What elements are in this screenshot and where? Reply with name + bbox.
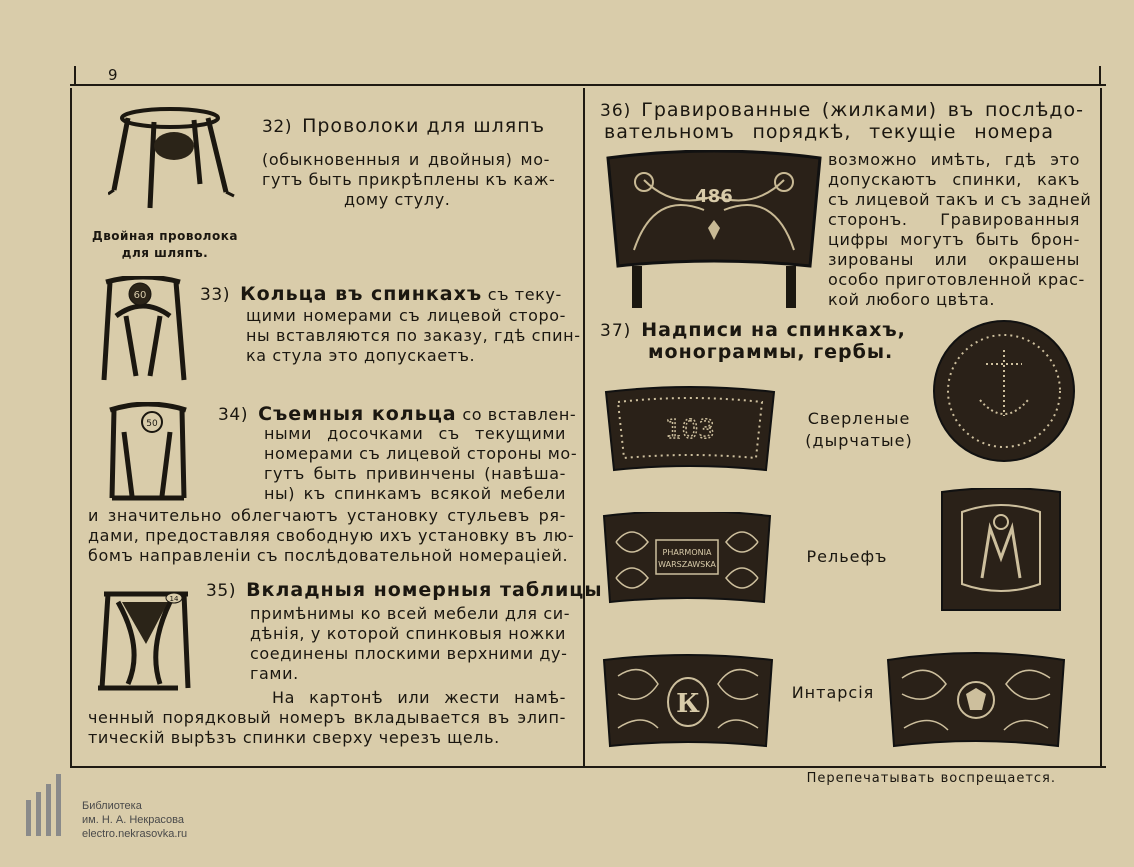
body-line: соединены плоскими верхними ду- bbox=[250, 644, 568, 663]
body-line: номерами съ лицевой стороны мо- bbox=[264, 444, 578, 463]
item-title: Съемныя кольца bbox=[258, 403, 457, 425]
body-line: гами. bbox=[250, 664, 299, 683]
item-number: 35) bbox=[206, 581, 237, 601]
body-line: возможно имѣть, гдѣ это bbox=[828, 150, 1080, 169]
body-line: примѣнимы ко всей мебели для си- bbox=[250, 604, 571, 623]
body-line: сторонъ. Гравированныя bbox=[828, 210, 1080, 229]
relief-monogram-illustration bbox=[938, 488, 1064, 614]
left-rule bbox=[70, 88, 72, 768]
body-line: гутъ быть привинчены (навѣша- bbox=[264, 464, 566, 483]
item-number: 37) bbox=[600, 321, 632, 341]
library-link[interactable]: electro.nekrasovka.ru bbox=[82, 828, 188, 840]
body-line: бомъ направленіи съ послѣдовательной номераціей. bbox=[88, 546, 569, 565]
item-title: Вкладныя номерныя таблицы bbox=[246, 579, 603, 601]
body-line: дому стулу. bbox=[344, 190, 451, 209]
item-number: 32) bbox=[262, 117, 293, 137]
item37-title-line: монограммы, гербы. bbox=[648, 341, 894, 363]
body-line: особо приготовленной крас- bbox=[828, 270, 1085, 289]
body-line: дѣнія, у которой спинковыя ножки bbox=[250, 624, 566, 643]
body-line: ными досочками съ текущими bbox=[264, 424, 566, 443]
engraved-number-text: 486 bbox=[695, 186, 733, 207]
relief-plate-illustration bbox=[602, 512, 772, 606]
body-line: зированы или окрашены bbox=[828, 250, 1080, 269]
inlay-crest-plate-illustration bbox=[886, 652, 1066, 750]
page-number: 9 bbox=[108, 66, 118, 84]
body-line: ченный порядковый номеръ вкладывается въ элип- bbox=[88, 708, 566, 727]
item-number: 36) bbox=[600, 101, 632, 121]
top-right-tick bbox=[1099, 66, 1101, 84]
body-line: гутъ быть прикрѣплены къ каж- bbox=[262, 170, 556, 189]
caption-line: Двойная проволока bbox=[92, 229, 238, 243]
body-line: щими номерами съ лицевой сторо- bbox=[246, 306, 566, 325]
library-line: Библиотека bbox=[82, 800, 142, 812]
body-line: На картонѣ или жести намѣ- bbox=[272, 688, 566, 707]
chair-removable-ring-illustration bbox=[102, 402, 194, 504]
chair-number-tab-illustration bbox=[98, 588, 194, 692]
label-line: Сверленые bbox=[807, 409, 911, 428]
item32-heading bbox=[262, 116, 545, 137]
body-line: цифры могутъ быть брон- bbox=[828, 230, 1080, 249]
relief-text-line: PHARMONIA bbox=[662, 548, 712, 557]
ring-number-text: 50 bbox=[146, 419, 158, 429]
top-rule bbox=[70, 84, 1106, 86]
engraved-chair-back-illustration bbox=[604, 150, 824, 312]
drilled-plate-illustration bbox=[604, 386, 776, 474]
caption-line: для шляпъ. bbox=[121, 246, 209, 260]
item34-heading bbox=[218, 404, 576, 425]
body-line: кой любого цвѣта. bbox=[828, 290, 996, 309]
body-line: ны) къ спинкамъ всякой мебели bbox=[264, 484, 566, 503]
item-number: 33) bbox=[200, 285, 231, 305]
body-line: ны вставляются по заказу, гдѣ спин- bbox=[246, 326, 581, 345]
chair-ring-illustration bbox=[96, 276, 190, 384]
drilled-number-text: 103 bbox=[665, 415, 715, 445]
bottom-rule bbox=[70, 766, 1106, 768]
item-title: Гравированные (жилками) въ послѣдо- bbox=[641, 99, 1084, 121]
item-title-tail: со вставлен- bbox=[462, 405, 577, 424]
body-line: съ лицевой такъ и съ задней bbox=[828, 190, 1092, 209]
item35-heading bbox=[206, 580, 603, 601]
ring-number-text: 60 bbox=[133, 290, 147, 301]
inlay-monogram-plate-illustration bbox=[602, 654, 774, 750]
item-title: Проволоки для шляпъ bbox=[302, 115, 546, 137]
tab-number-text: 14 bbox=[169, 595, 179, 603]
drilled-medallion-illustration bbox=[932, 320, 1076, 462]
body-line: (обыкновенныя и двойныя) мо- bbox=[262, 150, 550, 169]
label-line: (дырчатые) bbox=[805, 431, 913, 450]
relief-text-line: WARSZAWSKA bbox=[658, 560, 716, 569]
library-logo-icon bbox=[22, 774, 74, 836]
copyright-note: Перепечатывать воспрещается. bbox=[806, 771, 1056, 786]
item33-heading bbox=[200, 284, 562, 305]
body-line: допускаютъ спинки, какъ bbox=[828, 170, 1080, 189]
hat-wire-illustration bbox=[108, 104, 238, 214]
item-title: Надписи на спинкахъ, bbox=[641, 319, 906, 341]
top-left-tick bbox=[74, 66, 76, 84]
body-line: ка стула это допускаетъ. bbox=[246, 346, 476, 365]
body-line: дами, предоставляя свободную ихъ установку въ лю- bbox=[88, 526, 575, 545]
drilled-label bbox=[794, 408, 924, 452]
inlay-monogram-text: К bbox=[676, 689, 700, 719]
item-number: 34) bbox=[218, 405, 249, 425]
right-rule bbox=[1100, 88, 1102, 768]
library-credit bbox=[82, 799, 187, 841]
body-line: тическій вырѣзъ спинки сверху черезъ щель. bbox=[88, 728, 500, 747]
body-line: и значительно облегчаютъ установку стульевъ ря- bbox=[88, 506, 566, 525]
inlay-label: Интарсія bbox=[791, 683, 875, 702]
item37-heading bbox=[600, 320, 906, 341]
relief-label: Рельефъ bbox=[806, 547, 888, 566]
item36-title-line bbox=[600, 100, 1084, 121]
center-rule bbox=[583, 88, 585, 766]
library-line: им. Н. А. Некрасова bbox=[82, 814, 185, 826]
item-title-tail: съ теку- bbox=[487, 285, 562, 304]
item-title: Кольца въ спинкахъ bbox=[240, 283, 483, 305]
hat-wire-caption bbox=[86, 228, 244, 262]
item36-title-line: вательномъ порядкѣ, текущіе номера bbox=[604, 121, 1054, 143]
